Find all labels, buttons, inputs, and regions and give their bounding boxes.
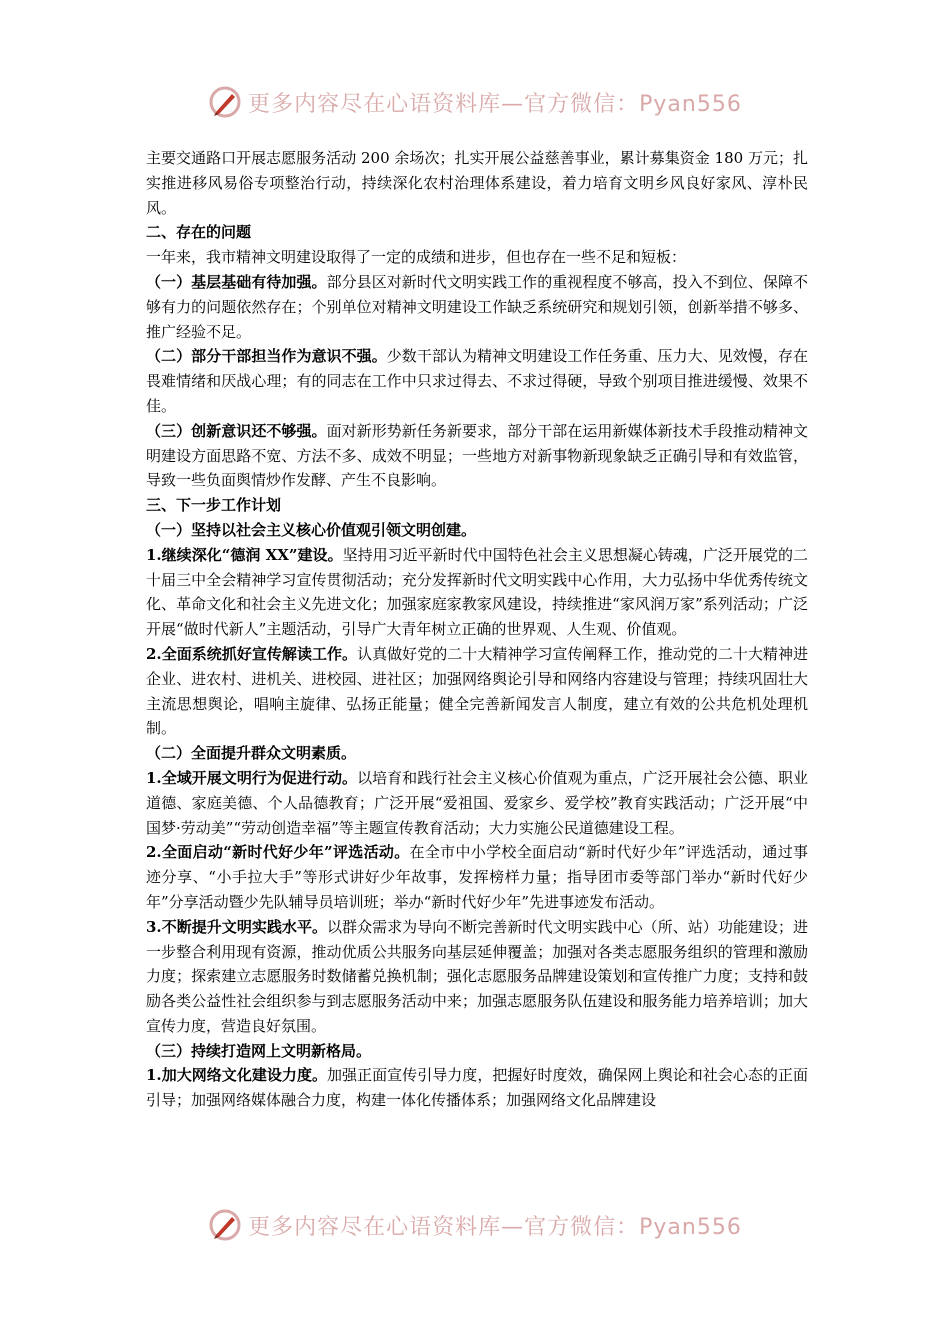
paragraph: 主要交通路口开展志愿服务活动 200 余场次；扎实开展公益慈善事业，累计募集资金 180 万元；扎实推进移风易俗专项整治行动，持续深化农村治理体系建设，着力培育文明乡风良好家风、淳朴民风。 bbox=[146, 149, 808, 217]
section-heading: 三、下一步工作计划 bbox=[146, 496, 282, 515]
subsection-heading: （三）持续打造网上文明新格局。 bbox=[146, 1041, 372, 1060]
paragraph: （一）基层基础有待加强。部分县区对新时代文明实践工作的重视程度不够高，投入不到位、保障不够有力的问题依然存在；个别单位对精神文明建设工作缺乏系统研究和规划引领，创新举措不够多、推广经验不足。 bbox=[146, 272, 808, 341]
watermark-banner-top bbox=[0, 82, 950, 122]
paragraph: 1.继续深化“德润 XX”建设。坚持用习近平新时代中国特色社会主义思想凝心铸魂，广泛开展党的二十届三中全会精神学习宣传贯彻活动；充分发挥新时代文明实践中心作用，大力弘扬中华优秀传统文化、革命文化和社会主义先进文化；加强家庭家教家风建设，持续推进“家风润万家”系列活动；广泛开展“做时代新人”主题活动，引导广大青年树立正确的世界观、人生观、价值观。 bbox=[146, 545, 808, 639]
paragraph: （二）部分干部担当作为意识不强。少数干部认为精神文明建设工作任务重、压力大、见效慢，存在畏难情绪和厌战心理；有的同志在工作中只求过得去、不求过得硬，导致个别项目推进缓慢、效果不佳。 bbox=[146, 347, 808, 415]
section-heading: 二、存在的问题 bbox=[146, 223, 252, 242]
paragraph: 一年来，我市精神文明建设取得了一定的成绩和进步，但也存在一些不足和短板： bbox=[146, 248, 687, 267]
subsection-heading: （二）全面提升群众文明素质。 bbox=[146, 744, 357, 763]
pen-logo-icon bbox=[208, 1208, 242, 1242]
subsection-heading: （一）坚持以社会主义核心价值观引领文明创建。 bbox=[146, 520, 477, 539]
paragraph: 2.全面系统抓好宣传解读工作。认真做好党的二十大精神学习宣传阐释工作，推动党的二十大精神进企业、进农村、进机关、进校园、进社区；加强网络舆论引导和网络内容建设与管理；持续巩固壮大主流思想舆论，唱响主旋律、弘扬正能量；健全完善新闻发言人制度，建立有效的公共危机处理机制。 bbox=[146, 644, 808, 738]
watermark-text: 更多内容尽在心语资料库—官方微信：Pyan556 bbox=[248, 1214, 742, 1240]
paragraph: 1.全域开展文明行为促进行动。以培育和践行社会主义核心价值观为重点，广泛开展社会公德、职业道德、家庭美德、个人品德教育；广泛开展“爱祖国、爱家乡、爱学校”教育实践活动；广泛开展“中国梦·劳动美”“劳动创造幸福”等主题宣传教育活动；大力实施公民道德建设工程。 bbox=[146, 768, 808, 837]
pen-logo-icon bbox=[208, 85, 242, 119]
paragraph: 1.加大网络文化建设力度。加强正面宣传引导力度，把握好时度效，确保网上舆论和社会心态的正面引导；加强网络媒体融合力度，构建一体化传播体系；加强网络文化品牌建设 bbox=[146, 1066, 808, 1110]
document-body bbox=[146, 146, 808, 1113]
watermark-text: 更多内容尽在心语资料库—官方微信：Pyan556 bbox=[248, 91, 742, 117]
paragraph: 2.全面启动“新时代好少年”评选活动。在全市中小学校全面启动“新时代好少年”评选活动，通过事迹分享、“小手拉大手”等形式讲好少年故事，发挥榜样力量；指导团市委等部门举办“新时代好少年”分享活动暨少先队辅导员培训班；举办“新时代好少年”先进事迹发布活动。 bbox=[146, 843, 809, 911]
paragraph: （三）创新意识还不够强。面对新形势新任务新要求，部分干部在运用新媒体新技术手段推动精神文明建设方面思路不宽、方法不多、成效不明显；一些地方对新事物新现象缺乏正确引导和有效监管，导致一些负面舆情炒作发酵、产生不良影响。 bbox=[146, 421, 808, 490]
watermark-banner-bottom bbox=[0, 1205, 950, 1245]
paragraph: 3.不断提升文明实践水平。以群众需求为导向不断完善新时代文明实践中心（所、站）功能建设；进一步整合利用现有资源，推动优质公共服务向基层延伸覆盖；加强对各类志愿服务组织的管理和激励力度；探索建立志愿服务时数储蓄兑换机制；强化志愿服务品牌建设策划和宣传推广力度；支持和鼓励各类公益性社会组织参与到志愿服务活动中来；加强志愿服务队伍建设和服务能力培养培训；加大宣传力度，营造良好氛围。 bbox=[146, 917, 808, 1035]
